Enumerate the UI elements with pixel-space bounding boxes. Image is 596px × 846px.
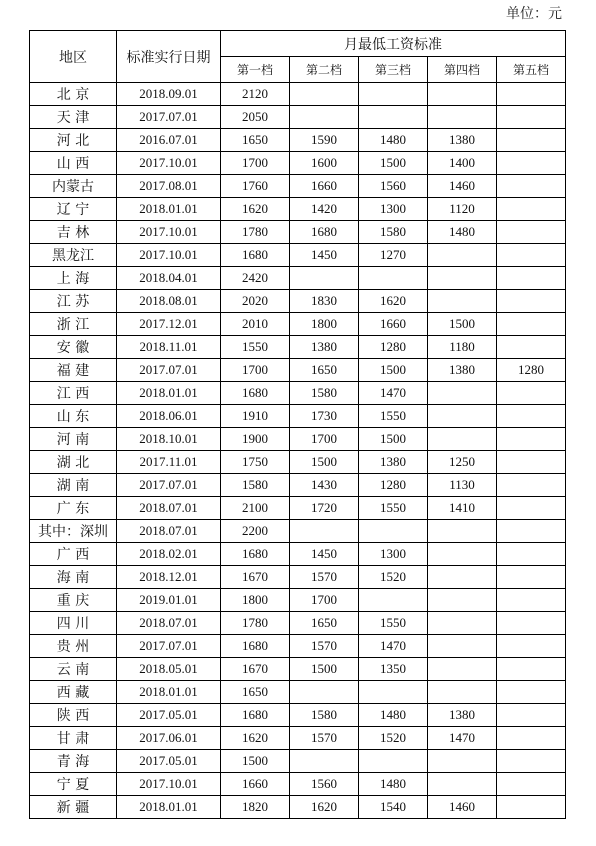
cell-effective-date: 2018.09.01 <box>117 83 221 106</box>
cell-tier-1: 1760 <box>221 175 290 198</box>
cell-tier-5 <box>497 773 566 796</box>
table-row <box>30 451 566 474</box>
cell-tier-2: 1830 <box>290 290 359 313</box>
cell-region: 广 东 <box>30 497 117 520</box>
cell-tier-4: 1410 <box>428 497 497 520</box>
cell-tier-4: 1120 <box>428 198 497 221</box>
cell-tier-1: 1680 <box>221 543 290 566</box>
cell-effective-date: 2017.05.01 <box>117 704 221 727</box>
cell-tier-4 <box>428 635 497 658</box>
cell-tier-3: 1660 <box>359 313 428 336</box>
cell-tier-5 <box>497 796 566 819</box>
cell-tier-5 <box>497 428 566 451</box>
table-row <box>30 704 566 727</box>
cell-tier-1: 1650 <box>221 681 290 704</box>
cell-tier-5 <box>497 658 566 681</box>
cell-tier-5 <box>497 198 566 221</box>
cell-tier-5 <box>497 267 566 290</box>
cell-tier-3: 1500 <box>359 359 428 382</box>
cell-region: 内蒙古 <box>30 175 117 198</box>
table-row <box>30 796 566 819</box>
cell-tier-4: 1380 <box>428 704 497 727</box>
cell-tier-4 <box>428 612 497 635</box>
cell-region: 湖 北 <box>30 451 117 474</box>
cell-tier-2: 1570 <box>290 635 359 658</box>
cell-tier-1: 1500 <box>221 750 290 773</box>
cell-region: 青 海 <box>30 750 117 773</box>
table-row <box>30 428 566 451</box>
cell-tier-1: 1670 <box>221 658 290 681</box>
cell-tier-2 <box>290 106 359 129</box>
cell-tier-2: 1700 <box>290 428 359 451</box>
cell-effective-date: 2018.07.01 <box>117 497 221 520</box>
cell-tier-1: 1780 <box>221 612 290 635</box>
cell-tier-4: 1480 <box>428 221 497 244</box>
cell-tier-3 <box>359 106 428 129</box>
cell-region: 辽 宁 <box>30 198 117 221</box>
cell-tier-5 <box>497 566 566 589</box>
cell-tier-4: 1380 <box>428 129 497 152</box>
cell-tier-2: 1590 <box>290 129 359 152</box>
cell-tier-1: 1700 <box>221 152 290 175</box>
cell-tier-4 <box>428 658 497 681</box>
cell-tier-5 <box>497 520 566 543</box>
minimum-wage-table <box>29 30 566 819</box>
cell-region: 上 海 <box>30 267 117 290</box>
cell-region: 安 徽 <box>30 336 117 359</box>
cell-tier-3: 1470 <box>359 382 428 405</box>
cell-region: 西 藏 <box>30 681 117 704</box>
cell-tier-2: 1570 <box>290 566 359 589</box>
cell-tier-4: 1250 <box>428 451 497 474</box>
cell-tier-2: 1580 <box>290 382 359 405</box>
cell-tier-4 <box>428 750 497 773</box>
cell-tier-2: 1800 <box>290 313 359 336</box>
cell-tier-4 <box>428 681 497 704</box>
cell-region: 浙 江 <box>30 313 117 336</box>
cell-tier-3: 1560 <box>359 175 428 198</box>
cell-tier-5 <box>497 635 566 658</box>
table-row <box>30 175 566 198</box>
cell-region: 宁 夏 <box>30 773 117 796</box>
cell-effective-date: 2017.10.01 <box>117 244 221 267</box>
cell-effective-date: 2017.08.01 <box>117 175 221 198</box>
cell-tier-3: 1470 <box>359 635 428 658</box>
cell-region: 湖 南 <box>30 474 117 497</box>
cell-tier-2: 1450 <box>290 244 359 267</box>
cell-tier-4 <box>428 244 497 267</box>
header-tier-3: 第三档 <box>359 57 428 83</box>
cell-tier-5 <box>497 451 566 474</box>
cell-tier-4 <box>428 290 497 313</box>
table-row <box>30 566 566 589</box>
cell-effective-date: 2016.07.01 <box>117 129 221 152</box>
cell-effective-date: 2017.11.01 <box>117 451 221 474</box>
cell-tier-1: 2420 <box>221 267 290 290</box>
cell-tier-1: 1660 <box>221 773 290 796</box>
cell-tier-4: 1500 <box>428 313 497 336</box>
cell-tier-4 <box>428 106 497 129</box>
table-row <box>30 198 566 221</box>
cell-region: 云 南 <box>30 658 117 681</box>
table-row <box>30 313 566 336</box>
cell-effective-date: 2018.07.01 <box>117 612 221 635</box>
table-row <box>30 336 566 359</box>
cell-effective-date: 2018.01.01 <box>117 796 221 819</box>
cell-region: 广 西 <box>30 543 117 566</box>
cell-tier-1: 1900 <box>221 428 290 451</box>
cell-region: 山 西 <box>30 152 117 175</box>
cell-tier-2 <box>290 520 359 543</box>
cell-tier-2 <box>290 83 359 106</box>
cell-tier-5 <box>497 497 566 520</box>
cell-tier-5 <box>497 313 566 336</box>
cell-tier-4 <box>428 428 497 451</box>
cell-tier-2: 1380 <box>290 336 359 359</box>
cell-tier-5 <box>497 129 566 152</box>
cell-tier-5 <box>497 382 566 405</box>
table-row <box>30 290 566 313</box>
header-tier-1: 第一档 <box>221 57 290 83</box>
header-region: 地区 <box>30 31 117 83</box>
cell-region: 其中：深圳 <box>30 520 117 543</box>
cell-effective-date: 2018.02.01 <box>117 543 221 566</box>
cell-region: 河 北 <box>30 129 117 152</box>
cell-region: 江 苏 <box>30 290 117 313</box>
cell-tier-5 <box>497 175 566 198</box>
cell-tier-2: 1500 <box>290 658 359 681</box>
cell-region: 重 庆 <box>30 589 117 612</box>
table-row <box>30 750 566 773</box>
table-row <box>30 359 566 382</box>
cell-tier-4: 1380 <box>428 359 497 382</box>
cell-tier-1: 2200 <box>221 520 290 543</box>
table-row <box>30 221 566 244</box>
cell-tier-3: 1480 <box>359 704 428 727</box>
cell-tier-3: 1280 <box>359 474 428 497</box>
cell-effective-date: 2017.10.01 <box>117 152 221 175</box>
cell-region: 北 京 <box>30 83 117 106</box>
cell-tier-3: 1550 <box>359 405 428 428</box>
cell-tier-2: 1650 <box>290 612 359 635</box>
cell-region: 贵 州 <box>30 635 117 658</box>
cell-tier-2: 1730 <box>290 405 359 428</box>
cell-tier-2: 1720 <box>290 497 359 520</box>
cell-tier-2: 1450 <box>290 543 359 566</box>
table-row <box>30 681 566 704</box>
cell-region: 河 南 <box>30 428 117 451</box>
cell-tier-2: 1600 <box>290 152 359 175</box>
cell-tier-5 <box>497 543 566 566</box>
cell-region: 天 津 <box>30 106 117 129</box>
cell-tier-2 <box>290 750 359 773</box>
cell-tier-5 <box>497 612 566 635</box>
cell-tier-4 <box>428 382 497 405</box>
cell-tier-3: 1480 <box>359 129 428 152</box>
cell-tier-1: 1580 <box>221 474 290 497</box>
cell-tier-2: 1570 <box>290 727 359 750</box>
cell-effective-date: 2017.07.01 <box>117 474 221 497</box>
cell-tier-4 <box>428 267 497 290</box>
cell-effective-date: 2018.01.01 <box>117 681 221 704</box>
cell-tier-5 <box>497 474 566 497</box>
cell-tier-3: 1550 <box>359 497 428 520</box>
cell-tier-5 <box>497 244 566 267</box>
table-row <box>30 474 566 497</box>
cell-tier-3: 1480 <box>359 773 428 796</box>
cell-tier-5 <box>497 83 566 106</box>
cell-tier-1: 2020 <box>221 290 290 313</box>
unit-label: 单位：元 <box>506 6 562 22</box>
cell-tier-1: 2010 <box>221 313 290 336</box>
cell-effective-date: 2017.07.01 <box>117 106 221 129</box>
header-row-main <box>30 31 566 57</box>
cell-tier-3 <box>359 520 428 543</box>
cell-effective-date: 2018.05.01 <box>117 658 221 681</box>
cell-tier-5 <box>497 589 566 612</box>
cell-tier-4: 1130 <box>428 474 497 497</box>
cell-tier-3: 1300 <box>359 543 428 566</box>
cell-effective-date: 2018.04.01 <box>117 267 221 290</box>
header-tier-4: 第四档 <box>428 57 497 83</box>
cell-tier-1: 1800 <box>221 589 290 612</box>
header-tier-5: 第五档 <box>497 57 566 83</box>
cell-tier-1: 1680 <box>221 382 290 405</box>
cell-tier-1: 1750 <box>221 451 290 474</box>
table-row <box>30 497 566 520</box>
cell-region: 黑龙江 <box>30 244 117 267</box>
table-row <box>30 244 566 267</box>
table-body <box>30 83 566 819</box>
cell-effective-date: 2018.08.01 <box>117 290 221 313</box>
header-monthly-min-wage: 月最低工资标准 <box>221 31 566 57</box>
cell-region: 四 川 <box>30 612 117 635</box>
cell-tier-3: 1300 <box>359 198 428 221</box>
cell-tier-2: 1700 <box>290 589 359 612</box>
cell-tier-4: 1460 <box>428 796 497 819</box>
cell-tier-3: 1520 <box>359 727 428 750</box>
cell-tier-3: 1540 <box>359 796 428 819</box>
cell-effective-date: 2017.07.01 <box>117 359 221 382</box>
cell-tier-1: 1550 <box>221 336 290 359</box>
cell-tier-5 <box>497 750 566 773</box>
cell-tier-5 <box>497 405 566 428</box>
table-row <box>30 152 566 175</box>
cell-tier-1: 1620 <box>221 727 290 750</box>
cell-tier-5 <box>497 336 566 359</box>
cell-tier-5 <box>497 152 566 175</box>
cell-tier-2: 1500 <box>290 451 359 474</box>
cell-tier-2: 1650 <box>290 359 359 382</box>
cell-tier-2 <box>290 681 359 704</box>
cell-effective-date: 2018.01.01 <box>117 382 221 405</box>
table-row <box>30 382 566 405</box>
cell-tier-1: 1620 <box>221 198 290 221</box>
table-row <box>30 520 566 543</box>
cell-region: 海 南 <box>30 566 117 589</box>
cell-tier-5 <box>497 727 566 750</box>
cell-tier-1: 1670 <box>221 566 290 589</box>
cell-tier-3: 1520 <box>359 566 428 589</box>
cell-tier-4: 1180 <box>428 336 497 359</box>
cell-region: 陕 西 <box>30 704 117 727</box>
table-row <box>30 635 566 658</box>
cell-tier-3: 1550 <box>359 612 428 635</box>
cell-effective-date: 2017.10.01 <box>117 221 221 244</box>
cell-tier-4: 1460 <box>428 175 497 198</box>
cell-tier-2: 1620 <box>290 796 359 819</box>
cell-tier-1: 1700 <box>221 359 290 382</box>
cell-tier-1: 2120 <box>221 83 290 106</box>
table-row <box>30 405 566 428</box>
table-row <box>30 543 566 566</box>
cell-tier-4 <box>428 566 497 589</box>
cell-effective-date: 2017.10.01 <box>117 773 221 796</box>
cell-tier-1: 1680 <box>221 244 290 267</box>
cell-tier-3: 1270 <box>359 244 428 267</box>
cell-tier-4 <box>428 520 497 543</box>
cell-effective-date: 2018.10.01 <box>117 428 221 451</box>
cell-tier-1: 2050 <box>221 106 290 129</box>
cell-tier-1: 2100 <box>221 497 290 520</box>
table-row <box>30 589 566 612</box>
cell-tier-1: 1680 <box>221 635 290 658</box>
cell-tier-5 <box>497 681 566 704</box>
cell-tier-3: 1350 <box>359 658 428 681</box>
table-row <box>30 773 566 796</box>
header-tier-2: 第二档 <box>290 57 359 83</box>
cell-tier-3: 1380 <box>359 451 428 474</box>
cell-effective-date: 2017.06.01 <box>117 727 221 750</box>
cell-region: 新 疆 <box>30 796 117 819</box>
cell-tier-5 <box>497 221 566 244</box>
cell-effective-date: 2018.12.01 <box>117 566 221 589</box>
cell-tier-1: 1820 <box>221 796 290 819</box>
table-row <box>30 83 566 106</box>
cell-effective-date: 2018.06.01 <box>117 405 221 428</box>
cell-tier-4: 1400 <box>428 152 497 175</box>
cell-effective-date: 2017.07.01 <box>117 635 221 658</box>
cell-tier-5 <box>497 704 566 727</box>
header-effective-date: 标准实行日期 <box>117 31 221 83</box>
cell-tier-2: 1560 <box>290 773 359 796</box>
cell-tier-1: 1910 <box>221 405 290 428</box>
cell-tier-2: 1680 <box>290 221 359 244</box>
cell-tier-3 <box>359 83 428 106</box>
cell-effective-date: 2018.07.01 <box>117 520 221 543</box>
cell-effective-date: 2018.01.01 <box>117 198 221 221</box>
table-row <box>30 106 566 129</box>
cell-tier-3: 1500 <box>359 152 428 175</box>
cell-tier-1: 1780 <box>221 221 290 244</box>
cell-region: 江 西 <box>30 382 117 405</box>
cell-tier-2: 1420 <box>290 198 359 221</box>
cell-tier-5 <box>497 106 566 129</box>
cell-region: 福 建 <box>30 359 117 382</box>
cell-region: 甘 肃 <box>30 727 117 750</box>
cell-tier-2: 1660 <box>290 175 359 198</box>
cell-tier-3: 1620 <box>359 290 428 313</box>
cell-tier-3: 1580 <box>359 221 428 244</box>
cell-tier-3 <box>359 267 428 290</box>
table-row <box>30 612 566 635</box>
cell-tier-4 <box>428 589 497 612</box>
cell-tier-4 <box>428 83 497 106</box>
table-row <box>30 658 566 681</box>
table-row <box>30 267 566 290</box>
cell-tier-4 <box>428 405 497 428</box>
cell-effective-date: 2017.12.01 <box>117 313 221 336</box>
table-row <box>30 727 566 750</box>
cell-tier-5: 1280 <box>497 359 566 382</box>
cell-tier-4: 1470 <box>428 727 497 750</box>
cell-tier-3 <box>359 750 428 773</box>
cell-tier-3: 1500 <box>359 428 428 451</box>
cell-tier-3 <box>359 589 428 612</box>
cell-effective-date: 2018.11.01 <box>117 336 221 359</box>
cell-tier-5 <box>497 290 566 313</box>
cell-region: 吉 林 <box>30 221 117 244</box>
cell-effective-date: 2019.01.01 <box>117 589 221 612</box>
cell-tier-4 <box>428 773 497 796</box>
cell-tier-4 <box>428 543 497 566</box>
cell-effective-date: 2017.05.01 <box>117 750 221 773</box>
table-row <box>30 129 566 152</box>
cell-tier-1: 1680 <box>221 704 290 727</box>
cell-tier-1: 1650 <box>221 129 290 152</box>
cell-region: 山 东 <box>30 405 117 428</box>
cell-tier-3 <box>359 681 428 704</box>
cell-tier-2: 1430 <box>290 474 359 497</box>
cell-tier-2: 1580 <box>290 704 359 727</box>
cell-tier-3: 1280 <box>359 336 428 359</box>
cell-tier-2 <box>290 267 359 290</box>
